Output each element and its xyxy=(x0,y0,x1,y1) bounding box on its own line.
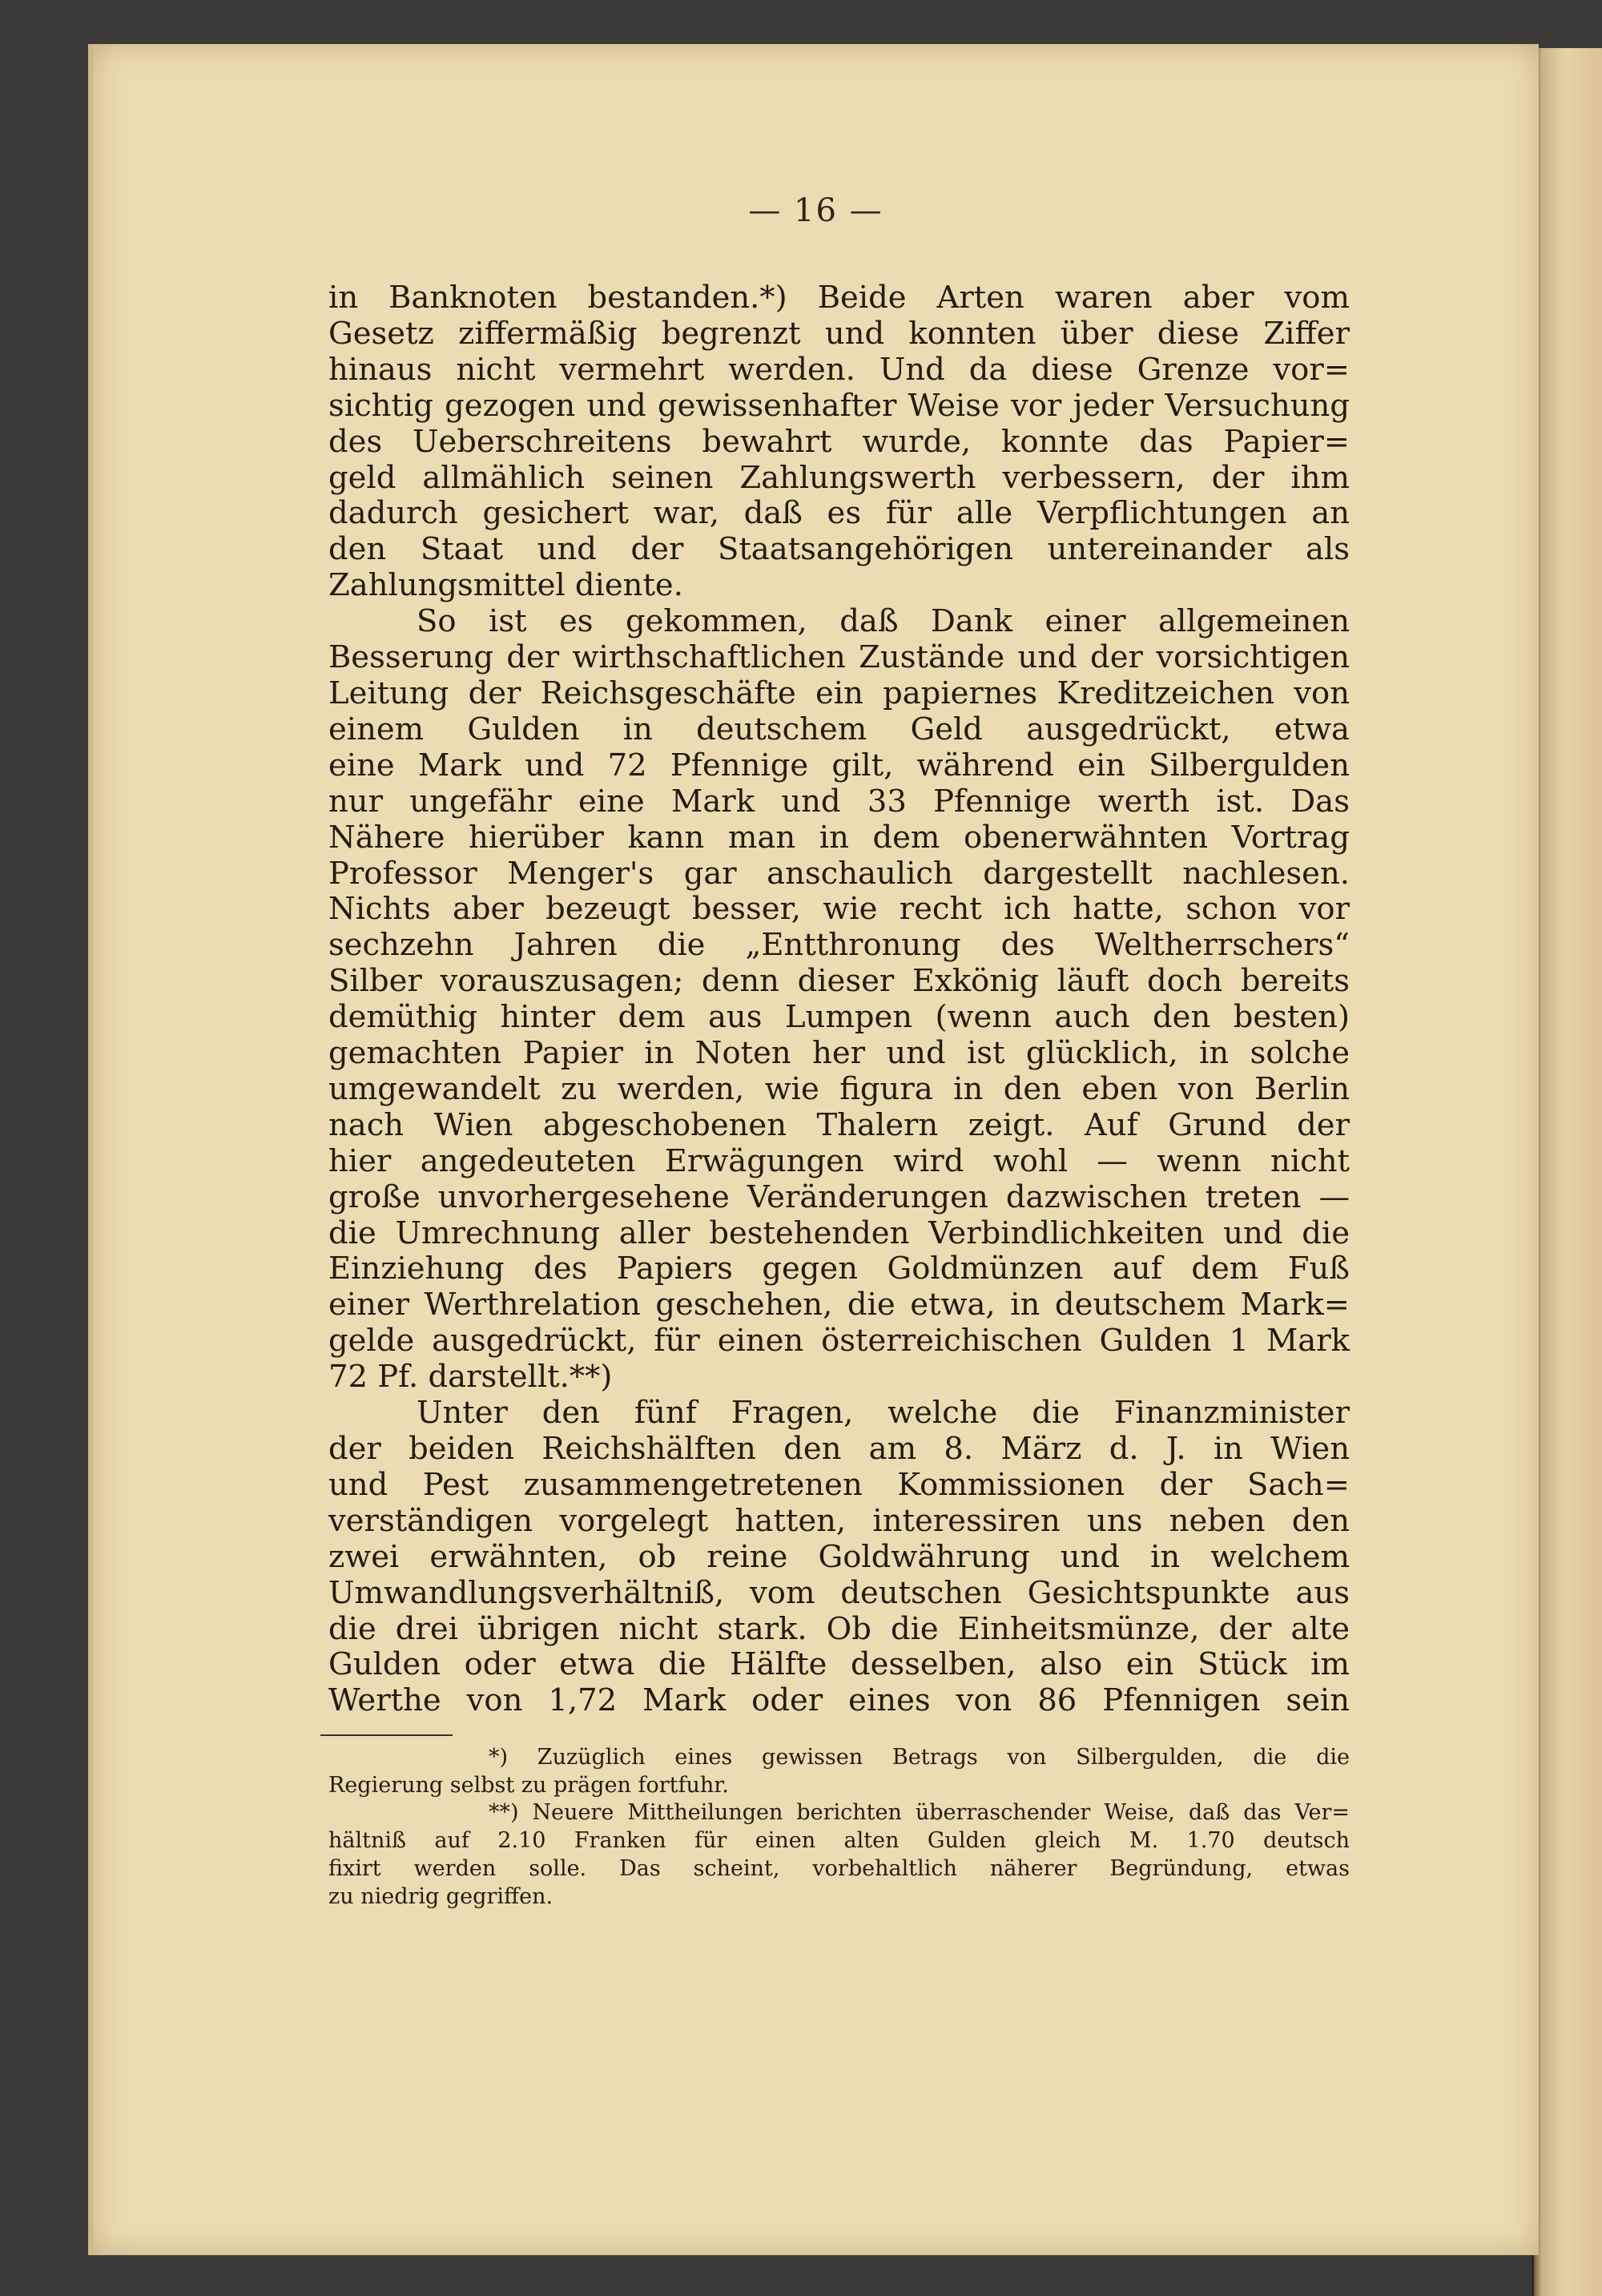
text-line: Zahlungsmittel diente. xyxy=(328,567,683,604)
footnote-separator xyxy=(320,1734,453,1736)
text-line: Nichts aber bezeugt besser, wie recht ich hatte, schon vor xyxy=(328,891,1350,928)
text-line: Besserung der wirthschaftlichen Zustände und der vorsichtigen xyxy=(328,639,1350,676)
text-line: Gesetz ziffermäßig begrenzt und konnten über diese Ziffer xyxy=(328,315,1350,352)
footnotes-block xyxy=(328,1744,1350,1911)
footnote-line: *) Zuzüglich eines gewissen Betrags von Silbergulden, die die xyxy=(489,1745,1350,1770)
text-line: Einziehung des Papiers gegen Goldmünzen auf dem Fuß xyxy=(328,1251,1350,1287)
text-line: große unvorhergesehene Veränderungen dazwischen treten — xyxy=(328,1178,1350,1215)
text-line: sichtig gezogen und gewissenhafter Weise vor jeder Versuchung xyxy=(328,387,1350,424)
footnote-line: fixirt werden solle. Das scheint, vorbehaltlich näherer Begründung, etwas xyxy=(328,1855,1350,1881)
text-line: umgewandelt zu werden, wie figura in den eben von Berlin xyxy=(328,1070,1350,1107)
text-line: Professor Menger's gar anschaulich dargestellt nachlesen. xyxy=(328,855,1350,892)
paragraph-start-line: Unter den fünf Fragen, welche die Finanzminister xyxy=(417,1395,1350,1432)
text-line: gelde ausgedrückt, für einen österreichischen Gulden 1 Mark xyxy=(328,1323,1350,1359)
text-line: der beiden Reichshälften den am 8. März d. J. in Wien xyxy=(328,1431,1350,1467)
footnote-line: **) Neuere Mittheilungen berichten überraschender Weise, daß das Ver= xyxy=(489,1800,1350,1826)
text-line: und Pest zusammengetretenen Kommissionen der Sach= xyxy=(328,1466,1350,1503)
text-line: die drei übrigen nicht stark. Ob die Einheitsmünze, der alte xyxy=(328,1610,1350,1647)
book-spine-edge xyxy=(1532,48,1602,2296)
text-line: sechzehn Jahren die „Entthronung des Weltherrschers“ xyxy=(328,927,1350,964)
text-line: Umwandlungsverhältniß, vom deutschen Gesichtspunkte aus xyxy=(328,1574,1350,1611)
text-line: geld allmählich seinen Zahlungswerth verbessern, der ihm xyxy=(328,459,1350,496)
text-line: Silber vorauszusagen; denn dieser Exkönig läuft doch bereits xyxy=(328,963,1350,1000)
text-line: nur ungefähr eine Mark und 33 Pfennige werth ist. Das xyxy=(328,783,1350,820)
text-line: in Banknoten bestanden.*) Beide Arten waren aber vom xyxy=(328,280,1350,316)
main-text-block xyxy=(328,280,1350,1719)
text-line: zwei erwähnten, ob reine Goldwährung und in welchem xyxy=(328,1538,1350,1575)
footnote-line: Regierung selbst zu prägen fortfuhr. xyxy=(328,1772,729,1798)
text-line: hinaus nicht vermehrt werden. Und da diese Grenze vor= xyxy=(328,351,1350,388)
text-line: nach Wien abgeschobenen Thalern zeigt. Auf Grund der xyxy=(328,1106,1350,1143)
text-line: Gulden oder etwa die Hälfte desselben, also ein Stück im xyxy=(328,1646,1350,1683)
text-line: die Umrechnung aller bestehenden Verbindlichkeiten und die xyxy=(328,1214,1350,1251)
paragraph-start-line: So ist es gekommen, daß Dank einer allgemeinen xyxy=(417,603,1350,640)
text-line: den Staat und der Staatsangehörigen untereinander als xyxy=(328,531,1350,568)
text-line: Nähere hierüber kann man in dem obenerwähnten Vortrag xyxy=(328,819,1350,856)
text-line: 72 Pf. darstellt.**) xyxy=(328,1359,613,1396)
text-line: Werthe von 1,72 Mark oder eines von 86 Pfennigen sein xyxy=(328,1682,1350,1719)
footnote-line: zu niedrig gegriffen. xyxy=(328,1883,553,1909)
text-line: einer Werthrelation geschehen, die etwa, in deutschem Mark= xyxy=(328,1287,1350,1323)
text-line: dadurch gesichert war, daß es für alle Verpflichtungen an xyxy=(328,495,1350,532)
text-line: des Ueberschreitens bewahrt wurde, konnte das Papier= xyxy=(328,423,1350,460)
footnote-line: hältniß auf 2.10 Franken für einen alten Gulden gleich M. 1.70 deutsch xyxy=(328,1828,1350,1854)
page-number: — 16 — xyxy=(748,192,884,229)
text-line: gemachten Papier in Noten her und ist glücklich, in solche xyxy=(328,1035,1350,1072)
text-line: Leitung der Reichsgeschäfte ein papiernes Kreditzeichen von xyxy=(328,675,1350,711)
text-line: hier angedeuteten Erwägungen wird wohl — wenn nicht xyxy=(328,1142,1350,1179)
text-line: eine Mark und 72 Pfennige gilt, während ein Silbergulden xyxy=(328,747,1350,783)
text-line: einem Gulden in deutschem Geld ausgedrückt, etwa xyxy=(328,711,1350,747)
text-line: demüthig hinter dem aus Lumpen (wenn auch den besten) xyxy=(328,999,1350,1036)
text-line: verständigen vorgelegt hatten, interessiren uns neben den xyxy=(328,1502,1350,1539)
